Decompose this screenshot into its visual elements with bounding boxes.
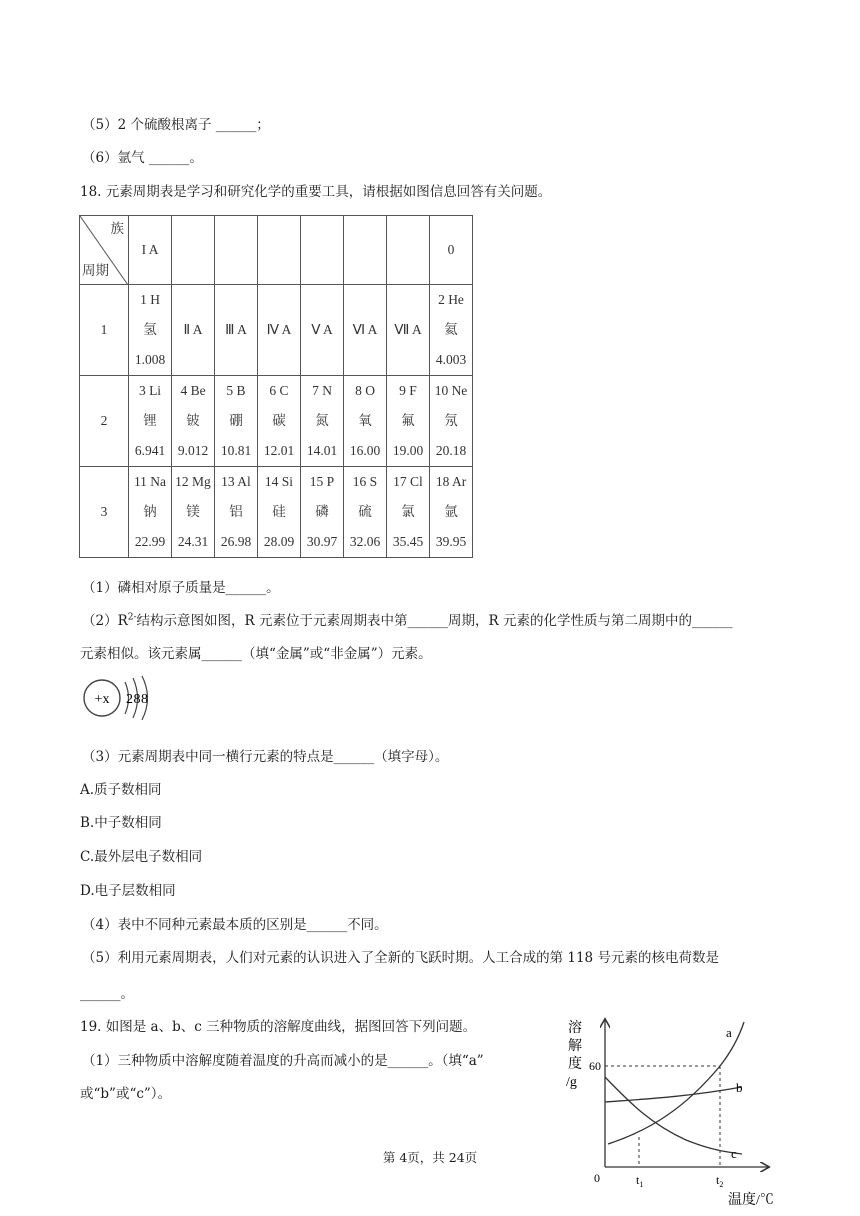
- element-symbol: 12 Mg: [175, 474, 211, 489]
- element-cell: [344, 467, 387, 558]
- element-symbol: 3 Li: [138, 383, 162, 398]
- curve-a: [608, 1022, 744, 1144]
- q18-2-line1: [82, 609, 732, 629]
- element-mass: 20.18: [435, 443, 467, 458]
- page-footer: 第 4页，共 24页: [382, 1150, 478, 1165]
- header-empty: [344, 216, 387, 285]
- element-cell: [258, 376, 301, 467]
- element-cell: [172, 467, 215, 558]
- element-mass: 35.45: [392, 534, 424, 549]
- element-symbol: 6 C: [269, 383, 289, 398]
- ylabel-char-3: 度: [568, 1057, 582, 1072]
- q17-5: （5）2 个硫酸根离子 ______；: [82, 117, 270, 133]
- tick-t1: $t_1$: [636, 1173, 644, 1189]
- element-symbol: 10 Ne: [434, 383, 468, 398]
- group-IVA: Ⅳ A: [258, 285, 301, 376]
- q18-title: 18. 元素周期表是学习和研究化学的重要工具，请根据如图信息回答有关问题。: [80, 184, 552, 200]
- element-cell: [301, 467, 344, 558]
- element-cell: [258, 467, 301, 558]
- element-symbol: 1 H: [140, 292, 160, 307]
- element-name: 硼: [229, 413, 243, 428]
- option-c: C.最外层电子数相同: [80, 849, 203, 865]
- period-1: 1: [80, 285, 129, 376]
- solubility-graph: [556, 1012, 790, 1212]
- header-empty: [215, 216, 258, 285]
- element-cell: [344, 376, 387, 467]
- element-symbol: 4 Be: [180, 383, 206, 398]
- element-symbol: 9 F: [399, 383, 417, 398]
- option-d: D.电子层数相同: [80, 883, 176, 899]
- element-cell: [215, 376, 258, 467]
- ylabel-char-1: 溶: [568, 1021, 582, 1036]
- element-name: 钠: [143, 504, 157, 519]
- corner-group-label: 族: [110, 221, 124, 236]
- element-mass: 22.99: [134, 534, 166, 549]
- header-0: 0: [430, 216, 473, 285]
- element-name: 氟: [401, 413, 415, 428]
- element-mass: 30.97: [306, 534, 338, 549]
- element-name: 氖: [444, 413, 458, 428]
- header-IA: I A: [129, 216, 172, 285]
- q18-2-text: 结构示意图如图，R 元素位于元素周期表中第______周期，R 元素的化学性质与第二周期中的______: [136, 613, 733, 629]
- q18-5-line1: （5）利用元素周期表，人们对元素的认识进入了全新的飞跃时期。人工合成的第 118 号元素的核电荷数是: [82, 950, 719, 966]
- element-cell: [301, 376, 344, 467]
- q19-1-line1: （1）三种物质中溶解度随着温度的升高而减小的是______。（填“a”: [82, 1053, 484, 1069]
- group-IIIA: Ⅲ A: [215, 285, 258, 376]
- element-cell: [430, 376, 473, 467]
- nucleus-label: +x: [94, 692, 110, 707]
- element-name: 氢: [143, 322, 157, 337]
- element-name: 铍: [186, 413, 200, 428]
- element-cell: [430, 467, 473, 558]
- period-3: 3: [80, 467, 129, 558]
- element-cell: [215, 467, 258, 558]
- option-a: A.质子数相同: [80, 782, 162, 798]
- element-cell: [172, 376, 215, 467]
- element-mass: 32.06: [349, 534, 381, 549]
- group-IIA: Ⅱ A: [172, 285, 215, 376]
- q18-2-line2: 元素相似。该元素属______（填“金属”或“非金属”）元素。: [80, 646, 432, 662]
- element-H: [129, 285, 172, 376]
- header-empty: [172, 216, 215, 285]
- curve-c: [605, 1077, 742, 1154]
- element-mass: 19.00: [392, 443, 424, 458]
- origin-label: 0: [594, 1171, 600, 1185]
- header-empty: [387, 216, 430, 285]
- shell-electrons: 2 8 8: [126, 692, 148, 707]
- element-mass: 9.012: [177, 443, 209, 458]
- element-symbol: 11 Na: [133, 474, 167, 489]
- header-empty: [301, 216, 344, 285]
- element-mass: 24.31: [177, 534, 209, 549]
- element-mass: 10.81: [220, 443, 252, 458]
- element-name: 氩: [444, 504, 458, 519]
- element-name: 硅: [272, 504, 286, 519]
- element-cell: [129, 467, 172, 558]
- ylabel-unit: /g: [566, 1075, 577, 1090]
- table-corner: [80, 216, 129, 285]
- curve-b: [605, 1087, 742, 1102]
- curve-label-a: a: [726, 1025, 732, 1040]
- element-mass: 6.941: [134, 443, 166, 458]
- element-symbol: 17 Cl: [393, 474, 423, 489]
- element-name: 碳: [272, 413, 286, 428]
- curve-label-c: c: [731, 1146, 737, 1161]
- element-symbol: 2 He: [438, 292, 464, 307]
- element-mass: 14.01: [306, 443, 338, 458]
- element-name: 铝: [229, 504, 243, 519]
- periodic-table: [79, 215, 473, 558]
- element-mass: 4.003: [435, 352, 467, 367]
- option-b: B.中子数相同: [80, 815, 162, 831]
- atom-structure-diagram: [80, 674, 170, 722]
- element-name: 锂: [143, 413, 157, 428]
- q18-4: （4）表中不同种元素最本质的区别是______不同。: [82, 917, 388, 933]
- element-name: 氦: [444, 322, 458, 337]
- tick-60: 60: [589, 1059, 601, 1073]
- element-cell: [387, 376, 430, 467]
- element-symbol: 14 Si: [264, 474, 294, 489]
- element-name: 氯: [401, 504, 415, 519]
- element-mass: 12.01: [263, 443, 295, 458]
- group-VIA: Ⅵ A: [344, 285, 387, 376]
- q19-1-line2: 或“b”或“c”）。: [80, 1086, 172, 1102]
- curve-label-b: b: [736, 1080, 743, 1095]
- group-VIIA: Ⅶ A: [387, 285, 430, 376]
- q19-title: 19. 如图是 a、b、c 三种物质的溶解度曲线，据图回答下列问题。: [80, 1019, 477, 1035]
- q18-3: （3）元素周期表中同一横行元素的特点是______（填字母）。: [82, 749, 449, 765]
- element-name: 磷: [315, 504, 329, 519]
- element-symbol: 15 P: [309, 474, 335, 489]
- element-cell: [387, 467, 430, 558]
- element-symbol: 13 Al: [221, 474, 251, 489]
- corner-period-label: 周期: [82, 263, 109, 278]
- q18-5-line2: ______。: [80, 986, 134, 1002]
- q18-1: （1）磷相对原子质量是______。: [82, 580, 280, 596]
- element-cell: [129, 376, 172, 467]
- q18-2-prefix: （2）R: [82, 613, 128, 629]
- element-symbol: 18 Ar: [435, 474, 467, 489]
- element-mass: 1.008: [134, 352, 166, 367]
- element-name: 氮: [315, 413, 329, 428]
- group-VA: Ⅴ A: [301, 285, 344, 376]
- q17-6: （6）氩气 ______。: [82, 150, 203, 166]
- element-mass: 39.95: [435, 534, 467, 549]
- element-He: [430, 285, 473, 376]
- element-symbol: 16 S: [352, 474, 378, 489]
- ylabel-char-2: 解: [568, 1039, 582, 1054]
- element-mass: 26.98: [220, 534, 252, 549]
- period-2: 2: [80, 376, 129, 467]
- element-name: 硫: [358, 504, 372, 519]
- header-empty: [258, 216, 301, 285]
- element-name: 镁: [186, 504, 200, 519]
- element-symbol: 5 B: [226, 383, 246, 398]
- element-mass: 28.09: [263, 534, 295, 549]
- element-mass: 16.00: [349, 443, 381, 458]
- element-symbol: 7 N: [312, 383, 332, 398]
- tick-t2: $t_2$: [716, 1173, 724, 1189]
- element-name: 氧: [358, 413, 372, 428]
- charge-superscript: 2-: [127, 612, 137, 623]
- xlabel: 温度/℃: [728, 1193, 774, 1208]
- element-symbol: 8 O: [355, 383, 375, 398]
